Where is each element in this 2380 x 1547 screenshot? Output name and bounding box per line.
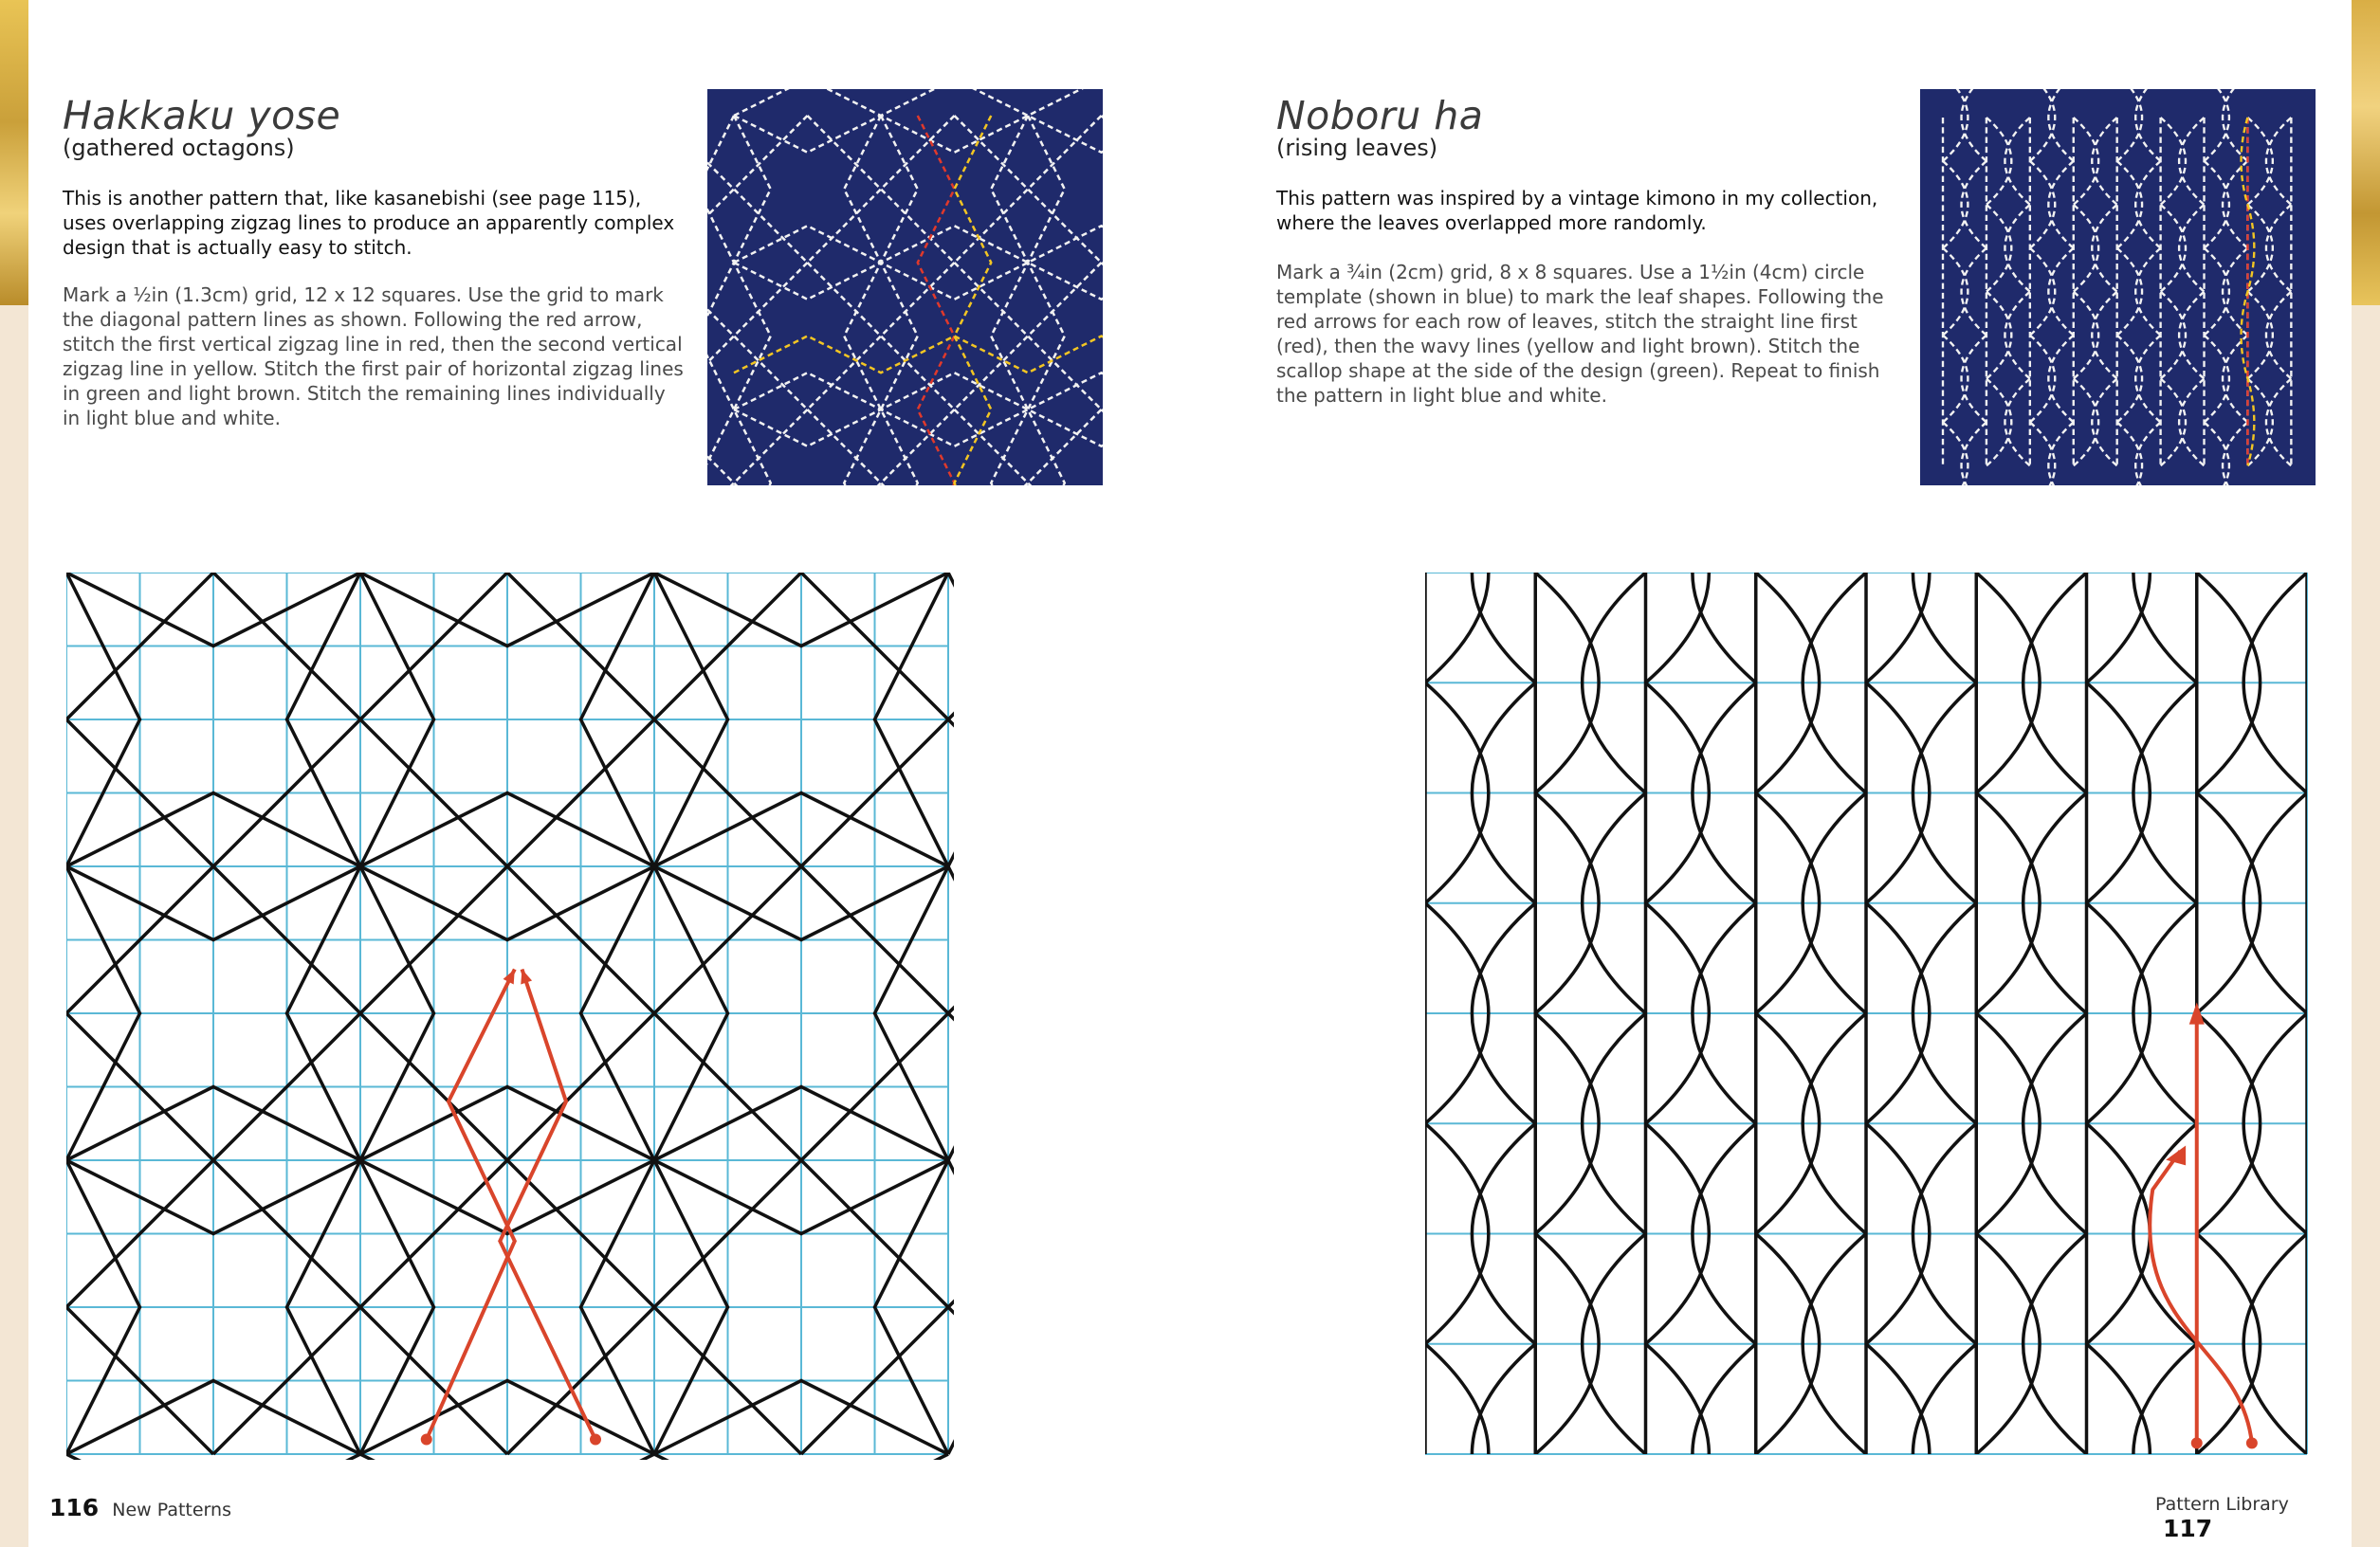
intro-paragraph-noboru: This pattern was inspired by a vintage kimono in my collection, where the leaves overlapped more randomly. bbox=[1276, 187, 1878, 234]
diagram-hakkaku-yose bbox=[66, 573, 954, 1460]
gold-foil-edge-right bbox=[2352, 0, 2380, 305]
pattern-subtitle-noboru: (rising leaves) bbox=[1276, 135, 1438, 161]
pattern-title-hakkaku: Hakkaku yose bbox=[63, 93, 341, 138]
left-page bbox=[28, 0, 1190, 1547]
pattern-line bbox=[1866, 573, 1930, 682]
stitched-sample-photo-hakkaku bbox=[707, 89, 1103, 485]
running-head-left: New Patterns bbox=[112, 1500, 231, 1520]
page-number-left: 116 bbox=[49, 1494, 100, 1521]
stitch-direction-arrow bbox=[2150, 1151, 2252, 1443]
arrow-head bbox=[2166, 1146, 2186, 1166]
instructions-hakkaku: Mark a ½in (1.3cm) grid, 12 x 12 squares. Use the grid to mark the diagonal pattern lines as shown. Following the red arrow, stitch the first vertical zigzag line in red, then the second vertical zigzag line in yellow. Stitch the first pair of horizontal zigzag lines in green and light brown. Stitch the remaining lines individually in light blue and white. bbox=[63, 283, 684, 429]
pattern-line bbox=[1425, 573, 1489, 682]
diagram-noboru-ha bbox=[1425, 573, 2313, 1460]
pattern-line bbox=[1913, 1344, 1976, 1460]
instructions-noboru: Mark a ¾in (2cm) grid, 8 x 8 squares. Use a 1½in (4cm) circle template (shown in blue) to mark the leaf shapes. Following the red arrows for each row of leaves, stitch the straight line first (red), then the wavy lines (yellow and light brown). Stitch the scallop shape at the side of the design (green). Repeat to finish the pattern in light blue and white. bbox=[1276, 261, 1884, 407]
pattern-line bbox=[1425, 1344, 1489, 1460]
pattern-title-noboru: Noboru ha bbox=[1276, 93, 1484, 138]
stitch-direction-arrow bbox=[427, 970, 515, 1440]
folio-right bbox=[2155, 1494, 2352, 1542]
pattern-line bbox=[1472, 1344, 1535, 1460]
pattern-line bbox=[1472, 573, 1535, 682]
arrow-start-dot bbox=[590, 1434, 601, 1446]
gold-foil-edge-left bbox=[0, 0, 28, 305]
intro-paragraph-hakkaku: This is another pattern that, like kasanebishi (see page 115), uses overlapping zigzag lines to produce an apparently complex design that is actually easy to stitch. bbox=[63, 187, 675, 259]
right-page bbox=[1190, 0, 2352, 1547]
arrow-start-dot bbox=[2191, 1437, 2203, 1448]
pattern-line bbox=[1866, 1344, 1930, 1460]
arrow-head bbox=[521, 970, 532, 985]
page-number-right: 117 bbox=[2163, 1515, 2213, 1542]
pattern-line bbox=[1646, 1344, 1710, 1460]
stitched-sample-photo-noboru bbox=[1920, 89, 2316, 485]
pattern-line bbox=[1913, 573, 1976, 682]
pattern-subtitle-hakkaku: (gathered octagons) bbox=[63, 135, 295, 161]
pattern-line bbox=[1646, 573, 1710, 682]
running-head-right: Pattern Library bbox=[2155, 1494, 2289, 1515]
pattern-line bbox=[2133, 1344, 2197, 1460]
pattern-line bbox=[2087, 1344, 2151, 1460]
arrow-start-dot bbox=[2246, 1437, 2258, 1448]
leaf-lines bbox=[1425, 573, 2307, 1460]
pattern-line bbox=[2087, 573, 2151, 682]
pattern-line bbox=[1693, 1344, 1756, 1460]
arrow-start-dot bbox=[421, 1434, 432, 1446]
pattern-line bbox=[1693, 573, 1756, 682]
pattern-line bbox=[2133, 573, 2197, 682]
folio-left bbox=[49, 1494, 231, 1521]
